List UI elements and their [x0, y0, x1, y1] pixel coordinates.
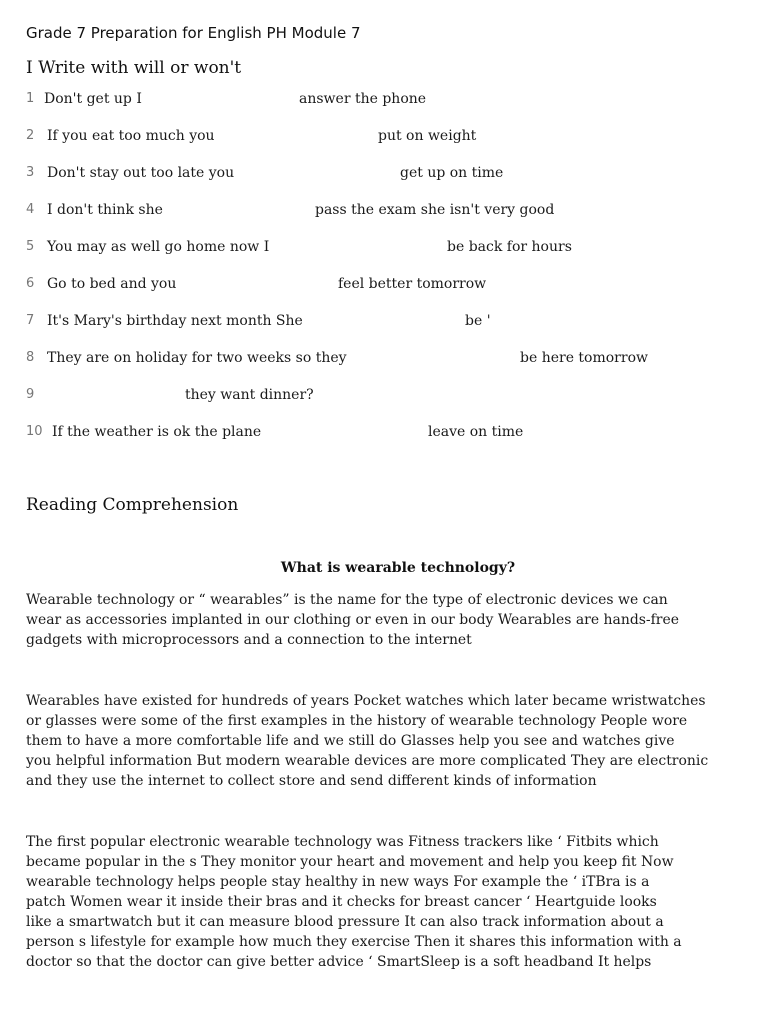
exercise-text-after-blank: be ' [465, 313, 491, 329]
exercise-text-before-blank: Go to bed and you [47, 276, 177, 292]
section-heading-exercise: I Write with will or won't [26, 58, 242, 78]
paragraph-line: Wearable technology or “ wearables” is the name for the type of electronic devices we can [26, 592, 668, 608]
exercise-number: 10 [26, 424, 43, 439]
exercise-text-after-blank: be here tomorrow [520, 350, 648, 366]
paragraph-line: wear as accessories implanted in our clothing or even in our body Wearables are hands-free [26, 612, 679, 628]
paragraph-line: gadgets with microprocessors and a connection to the internet [26, 632, 472, 648]
paragraph-line: person s lifestyle for example how much they exercise Then it shares this information with a [26, 934, 682, 950]
exercise-number: 8 [26, 350, 35, 365]
paragraph-line: Wearables have existed for hundreds of years Pocket watches which later became wristwatches [26, 693, 706, 709]
exercise-row [0, 424, 768, 444]
exercise-text-after-blank: be back for hours [447, 239, 572, 255]
exercise-text-before-blank: If you eat too much you [47, 128, 215, 144]
paragraph-line: doctor so that the doctor can give better advice ‘ SmartSleep is a soft headband It helps [26, 954, 652, 970]
paragraph-line: became popular in the s They monitor your heart and movement and help you keep fit Now [26, 854, 674, 870]
paragraph-line: patch Women wear it inside their bras and it checks for breast cancer ‘ Heartguide looks [26, 894, 657, 910]
page-title: Grade 7 Preparation for English PH Module 7 [26, 24, 361, 42]
exercise-text-after-blank: get up on time [400, 165, 504, 181]
exercise-number: 5 [26, 239, 35, 254]
paragraph-line: them to have a more comfortable life and we still do Glasses help you see and watches give [26, 733, 675, 749]
exercise-row [0, 313, 768, 333]
exercise-number: 9 [26, 387, 35, 402]
paragraph-line: wearable technology helps people stay healthy in new ways For example the ‘ iTBra is a [26, 874, 650, 890]
exercise-row [0, 350, 768, 370]
section-heading-reading: Reading Comprehension [26, 495, 239, 515]
exercise-text-after-blank: leave on time [428, 424, 524, 440]
paragraph-line: and they use the internet to collect store and send different kinds of information [26, 773, 597, 789]
exercise-row [0, 276, 768, 296]
exercise-row [0, 91, 768, 111]
exercise-row [0, 128, 768, 148]
exercise-number: 3 [26, 165, 35, 180]
paragraph [26, 590, 766, 650]
exercise-number: 6 [26, 276, 35, 291]
exercise-text-before-blank: Don't stay out too late you [47, 165, 235, 181]
exercise-text-after-blank: put on weight [378, 128, 477, 144]
article-title: What is wearable technology? [280, 560, 516, 576]
exercise-text-before-blank: It's Mary's birthday next month She [47, 313, 303, 329]
exercise-row [0, 387, 768, 407]
paragraph-line: you helpful information But modern wearable devices are more complicated They are electronic [26, 753, 709, 769]
paragraph [26, 691, 766, 791]
paragraph-line: like a smartwatch but it can measure blood pressure It can also track information about a [26, 914, 664, 930]
exercise-row [0, 202, 768, 222]
exercise-text-after-blank: feel better tomorrow [338, 276, 487, 292]
exercise-number: 4 [26, 202, 35, 217]
exercise-text-after-blank: pass the exam she isn't very good [315, 202, 555, 218]
exercise-number: 2 [26, 128, 35, 143]
exercise-text-after-blank: they want dinner? [185, 387, 314, 403]
exercise-text-after-blank: answer the phone [299, 91, 427, 107]
paragraph [26, 832, 766, 972]
exercise-text-before-blank: I don't think she [47, 202, 163, 218]
exercise-number: 7 [26, 313, 35, 328]
paragraph-line: The first popular electronic wearable technology was Fitness trackers like ‘ Fitbits which [26, 834, 659, 850]
exercise-row [0, 165, 768, 185]
exercise-text-before-blank: If the weather is ok the plane [52, 424, 262, 440]
exercise-text-before-blank: You may as well go home now I [47, 239, 270, 255]
paragraph-line: or glasses were some of the first examples in the history of wearable technology People wore [26, 713, 688, 729]
exercise-text-before-blank: They are on holiday for two weeks so they [47, 350, 347, 366]
exercise-text-before-blank: Don't get up I [44, 91, 142, 107]
exercise-row [0, 239, 768, 259]
exercise-number: 1 [26, 91, 35, 106]
